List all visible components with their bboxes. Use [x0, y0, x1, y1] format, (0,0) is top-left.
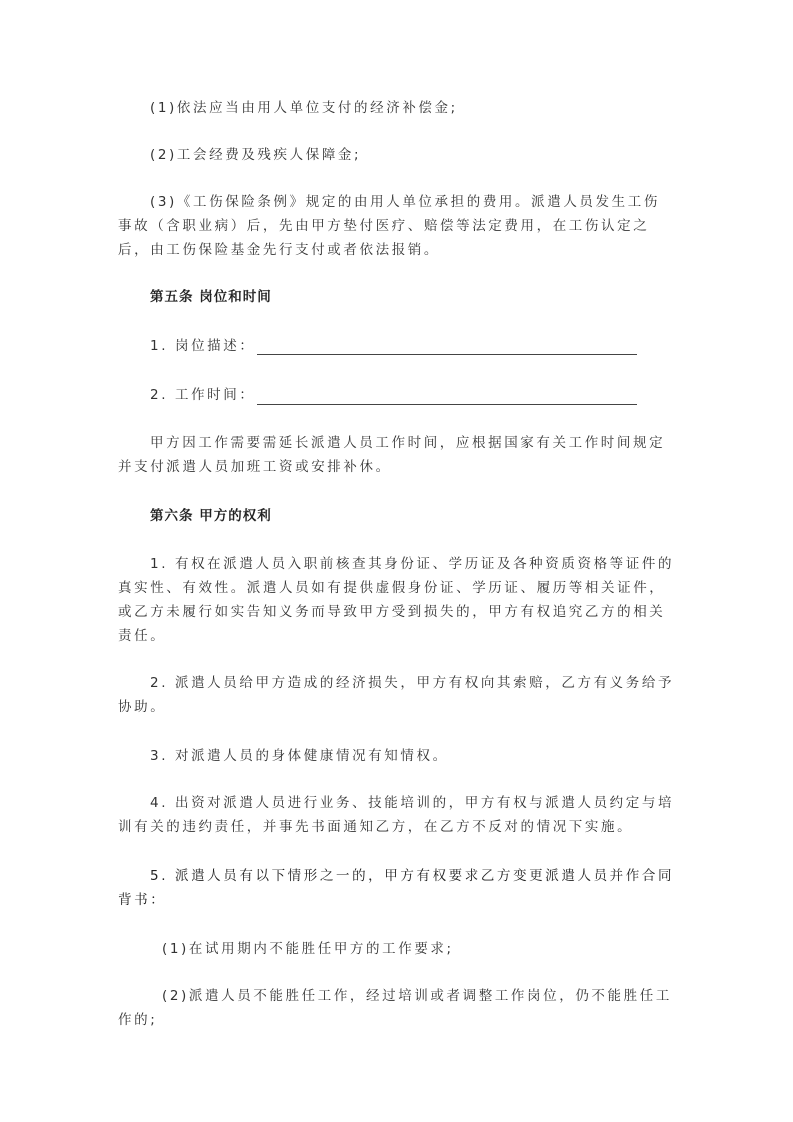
article-5-body: 甲方因工作需要需延长派遣人员工作时间，应根据国家有关工作时间规定并支付派遣人员加班工资或安排补休。: [118, 435, 666, 475]
article-6-item-5: 5. 派遣人员有以下情形之一的，甲方有权要求乙方变更派遣人员并作合同背书：: [118, 868, 675, 908]
article-6-item-5-sub-2: (2)派遣人员不能胜任工作，经过培训或者调整工作岗位，仍不能胜任工作的;: [118, 988, 672, 1028]
article-6-item-5-sub-1: (1)在试用期内不能胜任甲方的工作要求;: [162, 941, 454, 957]
article-6-item-2: 2. 派遣人员给甲方造成的经济损失，甲方有权向其索赔，乙方有义务给予协助。: [118, 675, 675, 715]
clause-item-1: (1)依法应当由用人单位支付的经济补偿金;: [150, 100, 458, 116]
article-6-item-4: 4. 出资对派遣人员进行业务、技能培训的，甲方有权与派遣人员约定与培训有关的违约责任，并事先书面通知乙方，在乙方不反对的情况下实施。: [118, 795, 675, 835]
position-description-field[interactable]: [257, 354, 637, 355]
article-6-item-1: 1. 有权在派遣人员入职前核查其身份证、学历证及各种资质资格等证件的真实性、有效性。派遣人员如有提供虚假身份证、学历证、履历等相关证件，或乙方未履行如实告知义务而导致甲方受到损失的，甲方有权追究乙方的相关责任。: [118, 556, 675, 644]
article-5-heading: 第五条 岗位和时间: [150, 289, 272, 305]
working-hours-field[interactable]: [257, 404, 637, 405]
working-hours-label: 2. 工作时间：: [150, 387, 256, 403]
article-6-item-3: 3. 对派遣人员的身体健康情况有知情权。: [150, 748, 449, 764]
clause-item-2: (2)工会经费及残疾人保障金;: [150, 147, 362, 163]
position-description-label: 1. 岗位描述：: [150, 338, 256, 354]
article-6-heading: 第六条 甲方的权利: [150, 508, 272, 524]
clause-item-3: (3)《工伤保险条例》规定的由用人单位承担的费用。派遣人员发生工伤事故（含职业病）后，先由甲方垫付医疗、赔偿等法定费用，在工伤认定之后，由工伤保险基金先行支付或者依法报销。: [118, 194, 660, 258]
